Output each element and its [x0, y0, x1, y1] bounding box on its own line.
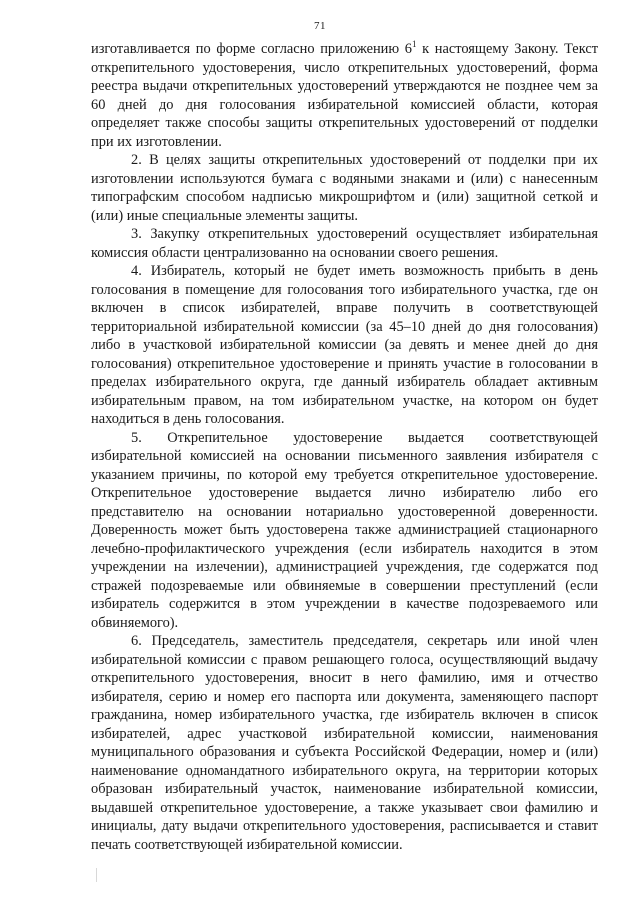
- scan-margin-mark: [96, 868, 97, 882]
- paragraph-text: изготавливается по форме согласно приложению 6: [91, 41, 412, 57]
- page-number: 71: [314, 20, 326, 32]
- appendix-superscript: 1: [411, 39, 417, 50]
- paragraph-continuation: [91, 40, 598, 151]
- paragraph-item-2: 2. В целях защиты открепительных удостоверений от подделки при их изготовлении используются бумага с водяными знаками и (или) с нанесенным типографским способом надписью микрошрифтом и (или) защитной сеткой и (или) иные специальные элементы защиты.: [91, 152, 598, 224]
- paragraph-text: к настоящему Закону. Текст открепительного удостоверения, число открепительных удостоверений, форма реестра выдачи открепительных удостоверений утверждаются не позднее чем за 60 дней до дня голосования избирательной комиссией области, которая определяет также способы защиты открепительных удостоверений от подделки при их изготовлении.: [91, 41, 599, 150]
- paragraph-item-5: 5. Открепительное удостоверение выдается соответствующей избирательной комиссией на основании письменного заявления избирателя с указанием причины, по которой ему требуется открепительное удостоверение. Открепительное удостоверение выдается лично избирателю либо его представителю на основании нотариально удостоверенной доверенности. Доверенность может быть удостоверена также администрацией стационарного лечебно-профилактического учреждения (если избиратель находится в этом учреждении на излечении), администрацией учреждения, где содержатся под стражей подозреваемые или обвиняемые в совершении преступлений (если избиратель содержится в этом учреждении в качестве подозреваемого или обвиняемого).: [91, 429, 598, 631]
- paragraph-item-4: 4. Избиратель, который не будет иметь возможность прибыть в день голосования в помещение для голосования того избирательного участка, где он включен в список избирателей, вправе получить в соответствующей территориальной избирательной комиссии (за 45–10 дней до дня голосования) либо в участковой избирательной комиссии (за девять и менее дней до дня голосования) открепительное удостоверение и принять участие в голосовании в пределах избирательного округа, где данный избиратель обладает активным избирательным правом, на том избирательном участке, на котором он будет находиться в день голосования.: [91, 263, 598, 427]
- main-text-block: [91, 40, 598, 854]
- paragraph-item-3: 3. Закупку открепительных удостоверений осуществляет избирательная комиссия области централизованно на основании своего решения.: [91, 226, 598, 261]
- paragraph-item-6: 6. Председатель, заместитель председателя, секретарь или иной член избирательной комиссии с правом решающего голоса, осуществляющий выдачу открепительного удостоверения, вносит в него фамилию, имя и отчество избирателя, серию и номер его паспорта или документа, заменяющего паспорт гражданина, номер избирательного участка, где избиратель включен в список избирателей, адрес участковой избирательной комиссии, наименования муниципального образования и субъекта Российской Федерации, номер и (или) наименование одномандатного избирательного округа, на территории которых образован избирательный участок, наименование избирательной комиссии, выдавшей открепительное удостоверение, а также указывает свои фамилию и инициалы, дату выдачи открепительного удостоверения, расписывается и ставит печать соответствующей избирательной комиссии.: [91, 633, 598, 853]
